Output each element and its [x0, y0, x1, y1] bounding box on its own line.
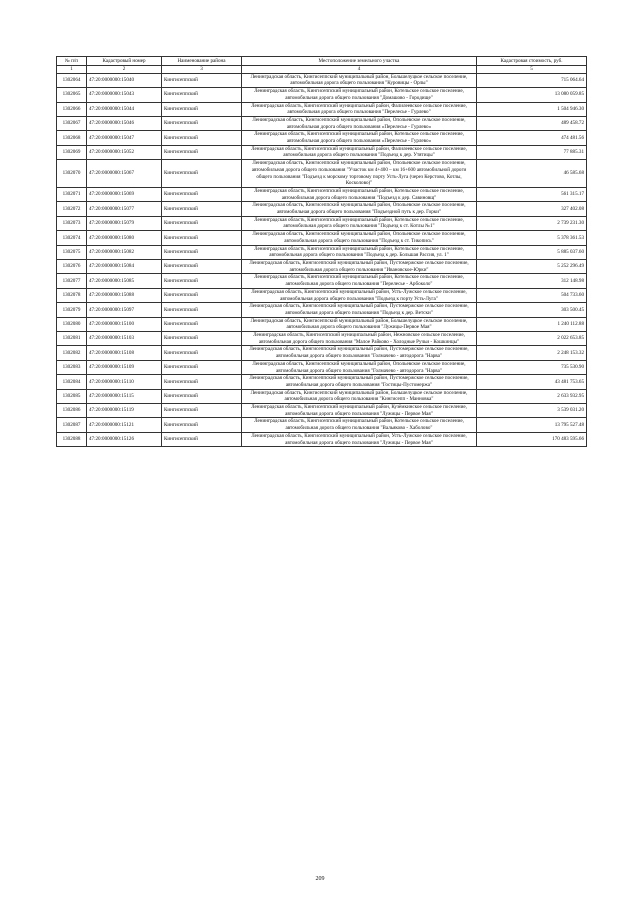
column-number: 3	[162, 66, 242, 74]
cadastral-value: 312 148.98	[477, 274, 587, 288]
land-location: Ленинградская область, Кингисеппский муниципальный район, Котельское сельское поселение, автомобильная дорога общего пользования «Перелесье - Гурлево»	[242, 131, 477, 145]
row-number: 1302072	[57, 202, 87, 216]
column-number: 5	[477, 66, 587, 74]
row-number: 1302083	[57, 360, 87, 374]
cadastral-number: 47:20:0000000:15100	[87, 317, 162, 331]
land-location: Ленинградская область, Кингисеппский муниципальный район, Котельское сельское поселение, автомобильная дорога общего пользования "Подъезд к дер. Большая Рассия, ул. 1"	[242, 245, 477, 259]
cadastral-number: 47:20:0000000:15126	[87, 432, 162, 446]
land-location: Ленинградская область, Кингисеппский муниципальный район, Фалилеевское сельское поселение, автомобильная дорога общего пользования "Перелесье - Гурлево"	[242, 102, 477, 116]
table-row	[57, 216, 587, 230]
table-row	[57, 202, 587, 216]
land-location: Ленинградская область, Кингисеппский муниципальный район, Опольевское сельское поселение, автомобильная дорога общего пользования "Голмачево - автодорога "Нарва"	[242, 360, 477, 374]
table-row	[57, 317, 587, 331]
table-row	[57, 360, 587, 374]
row-number: 1302069	[57, 145, 87, 159]
land-location: Ленинградская область, Кингисеппский муниципальный район, Нежновское сельское поселение, автомобильная дорога общего пользования "Малое Райково - Холодные Ручьи - Кошкинцы"	[242, 332, 477, 346]
row-number: 1302086	[57, 404, 87, 418]
district-name: Кингисеппский	[162, 88, 242, 102]
cadastral-value: 3 539 031.20	[477, 404, 587, 418]
row-number: 1302084	[57, 375, 87, 389]
district-name: Кингисеппский	[162, 332, 242, 346]
land-location: Ленинградская область, Кингисеппский муниципальный район, Котельское сельское поселение, автомобильная дорога общего пользования "Перелесье - Арбоколо"	[242, 274, 477, 288]
row-number: 1302078	[57, 288, 87, 302]
row-number: 1302065	[57, 88, 87, 102]
district-name: Кингисеппский	[162, 418, 242, 432]
table-row	[57, 346, 587, 360]
row-number: 1302082	[57, 346, 87, 360]
cadastral-number: 47:20:0000000:15109	[87, 360, 162, 374]
cadastral-number: 47:20:0000000:15103	[87, 332, 162, 346]
table-row	[57, 375, 587, 389]
table-row	[57, 145, 587, 159]
header-cadastral: Кадастровый номер	[87, 57, 162, 66]
table-row	[57, 389, 587, 403]
land-location: Ленинградская область, Кингисеппский муниципальный район, Опольевское сельское поселение, автомобильная дорога общего пользования «Перелесье - Гурлево»	[242, 116, 477, 130]
row-number: 1302080	[57, 317, 87, 331]
cadastral-number: 47:20:0000000:15082	[87, 245, 162, 259]
cadastral-value: 489 458.72	[477, 116, 587, 130]
cadastral-value: 2 633 932.95	[477, 389, 587, 403]
row-number: 1302075	[57, 245, 87, 259]
land-location: Ленинградская область, Кингисеппский муниципальный район, Котельское сельское поселение, автомобильная дорога общего пользования "Подъезд к дер. Савиновщ"	[242, 187, 477, 201]
land-location: Ленинградская область, Кингисеппский муниципальный район, Пустомержское сельское поселение, автомобильная дорога общего пользования "Голмачево - автодорога "Нарва"	[242, 346, 477, 360]
cadastral-value: 5 252 296.49	[477, 259, 587, 273]
cadastral-value: 170 483 595.66	[477, 432, 587, 446]
row-number: 1302076	[57, 259, 87, 273]
table-row	[57, 259, 587, 273]
table-row	[57, 231, 587, 245]
table-row	[57, 245, 587, 259]
row-number: 1302077	[57, 274, 87, 288]
land-location: Ленинградская область, Кингисеппский муниципальный район, Котельское сельское поселение, автомобильная дорога общего пользования "Домашово - Городище"	[242, 88, 477, 102]
district-name: Кингисеппский	[162, 317, 242, 331]
district-name: Кингисеппский	[162, 432, 242, 446]
district-name: Кингисеппский	[162, 187, 242, 201]
land-location: Ленинградская область, Кингисеппский муниципальный район, Усть-Лужское сельское поселение, автомобильная дорога общего пользования "Подъезд к порту Усть-Луга"	[242, 288, 477, 302]
land-location: Ленинградская область, Кингисеппский муниципальный район, Опольевское сельское поселение, автомобильная дорога общего пользования "Участок км 4+400 – км 16+600 автомобильной дороги общего пользования "Подъезд к морскому торговому порту Усть-Луга (через Керстово, Котлы, Косколово)"	[242, 160, 477, 188]
cadastral-number: 47:20:0000000:15040	[87, 73, 162, 87]
land-location: Ленинградская область, Кингисеппский муниципальный район, Кузёмкинское сельское поселение, автомобильная дорога общего пользования "Лужицы - Первое Мая"	[242, 404, 477, 418]
cadastral-number: 47:20:0000000:15085	[87, 274, 162, 288]
row-number: 1302085	[57, 389, 87, 403]
column-number: 2	[87, 66, 162, 74]
table-row	[57, 131, 587, 145]
land-location: Ленинградская область, Кингисеппский муниципальный район, Котельское сельское поселение, автомобильная дорога общего пользования "Вальяково - Хаболово"	[242, 418, 477, 432]
cadastral-number: 47:20:0000000:15079	[87, 216, 162, 230]
row-number: 1302073	[57, 216, 87, 230]
district-name: Кингисеппский	[162, 116, 242, 130]
cadastral-number: 47:20:0000000:15115	[87, 389, 162, 403]
cadastral-number: 47:20:0000000:15043	[87, 88, 162, 102]
district-name: Кингисеппский	[162, 216, 242, 230]
district-name: Кингисеппский	[162, 202, 242, 216]
cadastral-value: 5 885 037.60	[477, 245, 587, 259]
land-location: Ленинградская область, Кингисеппский муниципальный район, Пустомержское сельское поселение, автомобильная дорога общего пользования "Ивановское-Юрки"	[242, 259, 477, 273]
header-num: № п/п	[57, 57, 87, 66]
column-number-row	[57, 66, 587, 74]
row-number: 1302067	[57, 116, 87, 130]
cadastral-value: 77 885.31	[477, 145, 587, 159]
cadastral-value: 474 481.56	[477, 131, 587, 145]
table-row	[57, 102, 587, 116]
land-location: Ленинградская область, Кингисеппский муниципальный район, Пустомержское сельское поселение, автомобильная дорога общего пользования "Гостицы-Пустомержа"	[242, 375, 477, 389]
cadastral-value: 1 240 112.88	[477, 317, 587, 331]
cadastral-table	[56, 56, 587, 447]
row-number: 1302068	[57, 131, 87, 145]
table-row	[57, 187, 587, 201]
cadastral-value: 735 530.90	[477, 360, 587, 374]
district-name: Кингисеппский	[162, 274, 242, 288]
district-name: Кингисеппский	[162, 360, 242, 374]
cadastral-value: 327 402.08	[477, 202, 587, 216]
cadastral-number: 47:20:0000000:15067	[87, 160, 162, 188]
district-name: Кингисеппский	[162, 288, 242, 302]
cadastral-number: 47:20:0000000:15088	[87, 288, 162, 302]
cadastral-value: 46 585.68	[477, 160, 587, 188]
document-page	[56, 56, 586, 447]
district-name: Кингисеппский	[162, 145, 242, 159]
column-number: 1	[57, 66, 87, 74]
district-name: Кингисеппский	[162, 259, 242, 273]
cadastral-value: 2 248 153.32	[477, 346, 587, 360]
cadastral-number: 47:20:0000000:15080	[87, 231, 162, 245]
row-number: 1302064	[57, 73, 87, 87]
cadastral-number: 47:20:0000000:15119	[87, 404, 162, 418]
table-row	[57, 332, 587, 346]
cadastral-number: 47:20:0000000:15108	[87, 346, 162, 360]
cadastral-number: 47:20:0000000:15046	[87, 116, 162, 130]
table-row	[57, 160, 587, 188]
row-number: 1302066	[57, 102, 87, 116]
table-body	[57, 73, 587, 447]
district-name: Кингисеппский	[162, 102, 242, 116]
table-row	[57, 418, 587, 432]
district-name: Кингисеппский	[162, 160, 242, 188]
land-location: Ленинградская область, Кингисеппский муниципальный район, Большелуцкое сельское поселение, автомобильная дорога общего пользования "Куровицы - Орлы"	[242, 73, 477, 87]
district-name: Кингисеппский	[162, 73, 242, 87]
table-row	[57, 303, 587, 317]
cadastral-value: 504 733.60	[477, 288, 587, 302]
row-number: 1302079	[57, 303, 87, 317]
row-number: 1302074	[57, 231, 87, 245]
cadastral-number: 47:20:0000000:15084	[87, 259, 162, 273]
district-name: Кингисеппский	[162, 404, 242, 418]
land-location: Ленинградская область, Кингисеппский муниципальный район, Фалилеевское сельское поселение, автомобильная дорога общего пользования "Подъезд к дер. Утятицы"	[242, 145, 477, 159]
cadastral-value: 2 022 653.85	[477, 332, 587, 346]
cadastral-number: 47:20:0000000:15069	[87, 187, 162, 201]
row-number: 1302081	[57, 332, 87, 346]
header-location: Местоположение земельного участка	[242, 57, 477, 66]
table-row	[57, 116, 587, 130]
table-row	[57, 274, 587, 288]
land-location: Ленинградская область, Кингисеппский муниципальный район, Пустомержское сельское поселение, автомобильная дорога общего пользования "Подъезд к дер. Ветски"	[242, 303, 477, 317]
cadastral-value: 13 080 059.85	[477, 88, 587, 102]
cadastral-value: 303 500.45	[477, 303, 587, 317]
cadastral-value: 561 315.17	[477, 187, 587, 201]
land-location: Ленинградская область, Кингисеппский муниципальный район, Усть-Лужское сельское поселение, автомобильная дорога общего пользования "Лужицы - Первое Мая"	[242, 432, 477, 446]
cadastral-number: 47:20:0000000:15044	[87, 102, 162, 116]
cadastral-number: 47:20:0000000:15077	[87, 202, 162, 216]
cadastral-number: 47:20:0000000:15097	[87, 303, 162, 317]
district-name: Кингисеппский	[162, 303, 242, 317]
district-name: Кингисеппский	[162, 375, 242, 389]
land-location: Ленинградская область, Кингисеппский муниципальный район, Опольевское сельское поселение, автомобильная дорога общего пользования "Подъездной путь к дер. Горки"	[242, 202, 477, 216]
land-location: Ленинградская область, Кингисеппский муниципальный район, Котельское сельское поселение, автомобильная дорога общего пользования "Подъезд к ст. Котлы №1"	[242, 216, 477, 230]
row-number: 1302088	[57, 432, 87, 446]
cadastral-value: 1 504 946.30	[477, 102, 587, 116]
column-number: 4	[242, 66, 477, 74]
land-location: Ленинградская область, Кингисеппский муниципальный район, Опольевское сельское поселение, автомобильная дорога общего пользования "Подъезд к ст. Тикопись"	[242, 231, 477, 245]
cadastral-number: 47:20:0000000:15110	[87, 375, 162, 389]
cadastral-value: 43 481 753.65	[477, 375, 587, 389]
cadastral-number: 47:20:0000000:15047	[87, 131, 162, 145]
header-value: Кадастровая стоимость, руб.	[477, 57, 587, 66]
cadastral-value: 2 739 231.30	[477, 216, 587, 230]
cadastral-number: 47:20:0000000:15052	[87, 145, 162, 159]
land-location: Ленинградская область, Кингисеппский муниципальный район, Большелуцкое сельское поселение, автомобильная дорога общего пользования "Кингисепп - Манновка"	[242, 389, 477, 403]
page-number: 209	[315, 876, 325, 882]
table-row	[57, 88, 587, 102]
table-row	[57, 404, 587, 418]
table-row	[57, 432, 587, 446]
table-row	[57, 73, 587, 87]
row-number: 1302071	[57, 187, 87, 201]
district-name: Кингисеппский	[162, 389, 242, 403]
header-row	[57, 57, 587, 66]
district-name: Кингисеппский	[162, 346, 242, 360]
district-name: Кингисеппский	[162, 245, 242, 259]
row-number: 1302070	[57, 160, 87, 188]
district-name: Кингисеппский	[162, 131, 242, 145]
row-number: 1302087	[57, 418, 87, 432]
cadastral-number: 47:20:0000000:15121	[87, 418, 162, 432]
cadastral-value: 13 795 527.48	[477, 418, 587, 432]
header-district: Наименование района	[162, 57, 242, 66]
land-location: Ленинградская область, Кингисеппский муниципальный район, Большелуцкое сельское поселение, автомобильная дорога общего пользования "Лужицы-Первое Мая"	[242, 317, 477, 331]
district-name: Кингисеппский	[162, 231, 242, 245]
cadastral-value: 715 064.64	[477, 73, 587, 87]
cadastral-value: 5 378 361.53	[477, 231, 587, 245]
table-row	[57, 288, 587, 302]
